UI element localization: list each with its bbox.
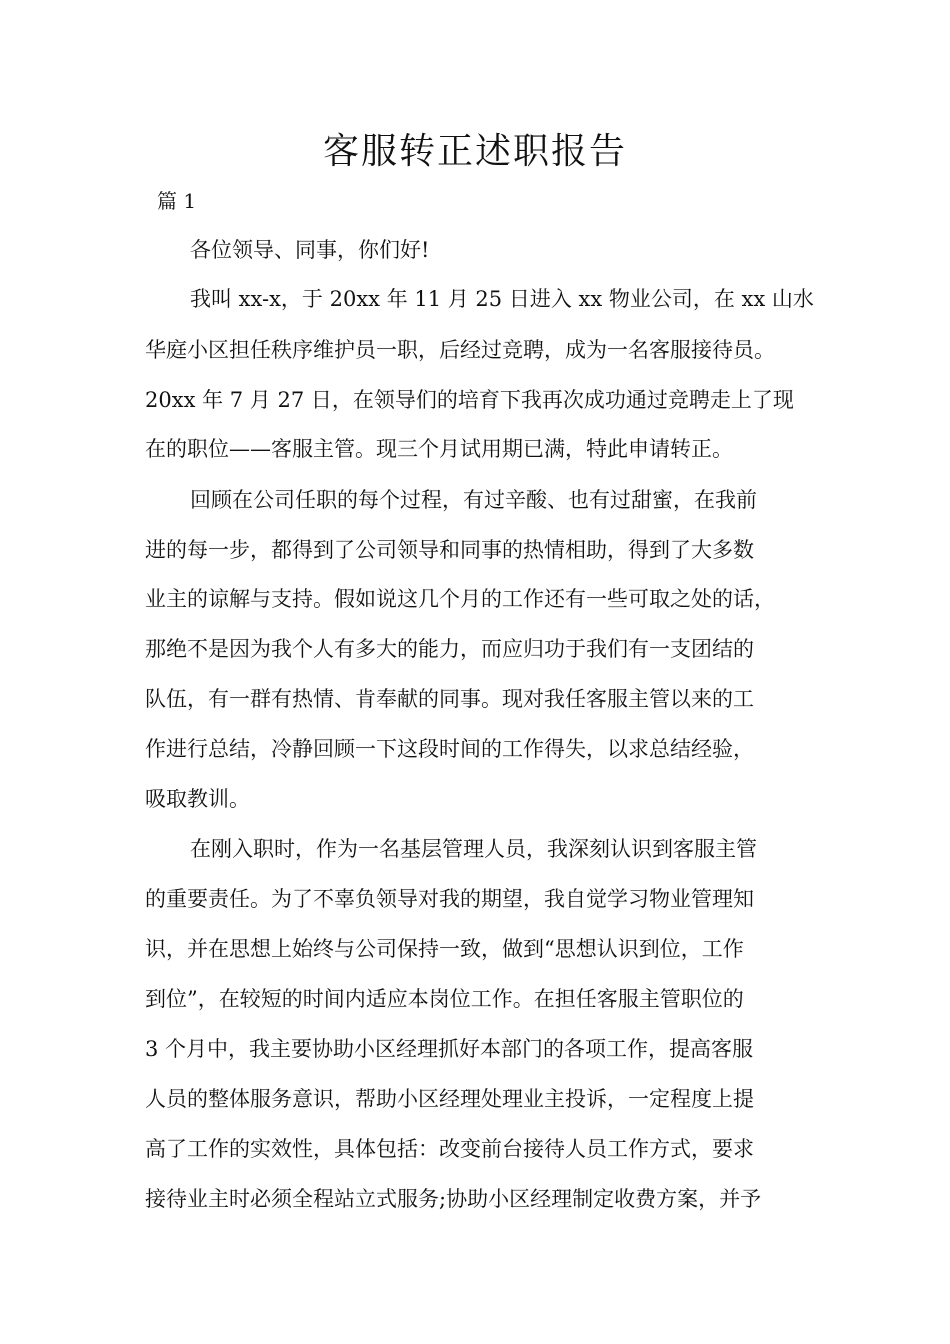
text-line: 我叫 xx-x，于 20xx 年 11 月 25 日进入 xx 物业公司，在 xx 山水	[190, 287, 814, 311]
text-line: 回顾在公司任职的每个过程，有过辛酸、也有过甜蜜，在我前	[190, 488, 757, 512]
text-line: 华庭小区担任秩序维护员一职，后经过竞聘，成为一名客服接待员。	[145, 338, 775, 362]
text-line: 作进行总结，冷静回顾一下这段时间的工作得失，以求总结经验，	[145, 737, 754, 761]
text-line: 那绝不是因为我个人有多大的能力，而应归功于我们有一支团结的	[145, 637, 754, 661]
text-line: 高了工作的实效性，具体包括：改变前台接待人员工作方式，要求	[145, 1137, 754, 1161]
text-line: 人员的整体服务意识，帮助小区经理处理业主投诉，一定程度上提	[145, 1087, 754, 1111]
section-label: 篇 1	[157, 189, 197, 213]
text-line: 接待业主时必须全程站立式服务;协助小区经理制定收费方案，并予	[145, 1187, 762, 1211]
text-line: 20xx 年 7 月 27 日，在领导们的培育下我再次成功通过竞聘走上了现	[145, 388, 794, 412]
text-line: 进的每一步，都得到了公司领导和同事的热情相助，得到了大多数	[145, 538, 754, 562]
text-line: 在刚入职时，作为一名基层管理人员，我深刻认识到客服主管	[190, 837, 757, 861]
text-line: 业主的谅解与支持。假如说这几个月的工作还有一些可取之处的话，	[145, 587, 775, 611]
text-line: 到位”，在较短的时间内适应本岗位工作。在担任客服主管职位的	[145, 987, 744, 1011]
text-line: 各位领导、同事，你们好!	[190, 238, 430, 262]
text-line: 在的职位——客服主管。现三个月试用期已满，特此申请转正。	[145, 437, 733, 461]
text-line: 识，并在思想上始终与公司保持一致，做到“思想认识到位，工作	[145, 937, 744, 961]
text-line: 3 个月中，我主要协助小区经理抓好本部门的各项工作，提高客服	[145, 1037, 754, 1061]
document-title: 客服转正述职报告	[322, 131, 627, 172]
text-line: 的重要责任。为了不辜负领导对我的期望，我自觉学习物业管理知	[145, 887, 754, 911]
text-line: 队伍，有一群有热情、肯奉献的同事。现对我任客服主管以来的工	[145, 687, 754, 711]
text-line: 吸取教训。	[145, 787, 250, 811]
